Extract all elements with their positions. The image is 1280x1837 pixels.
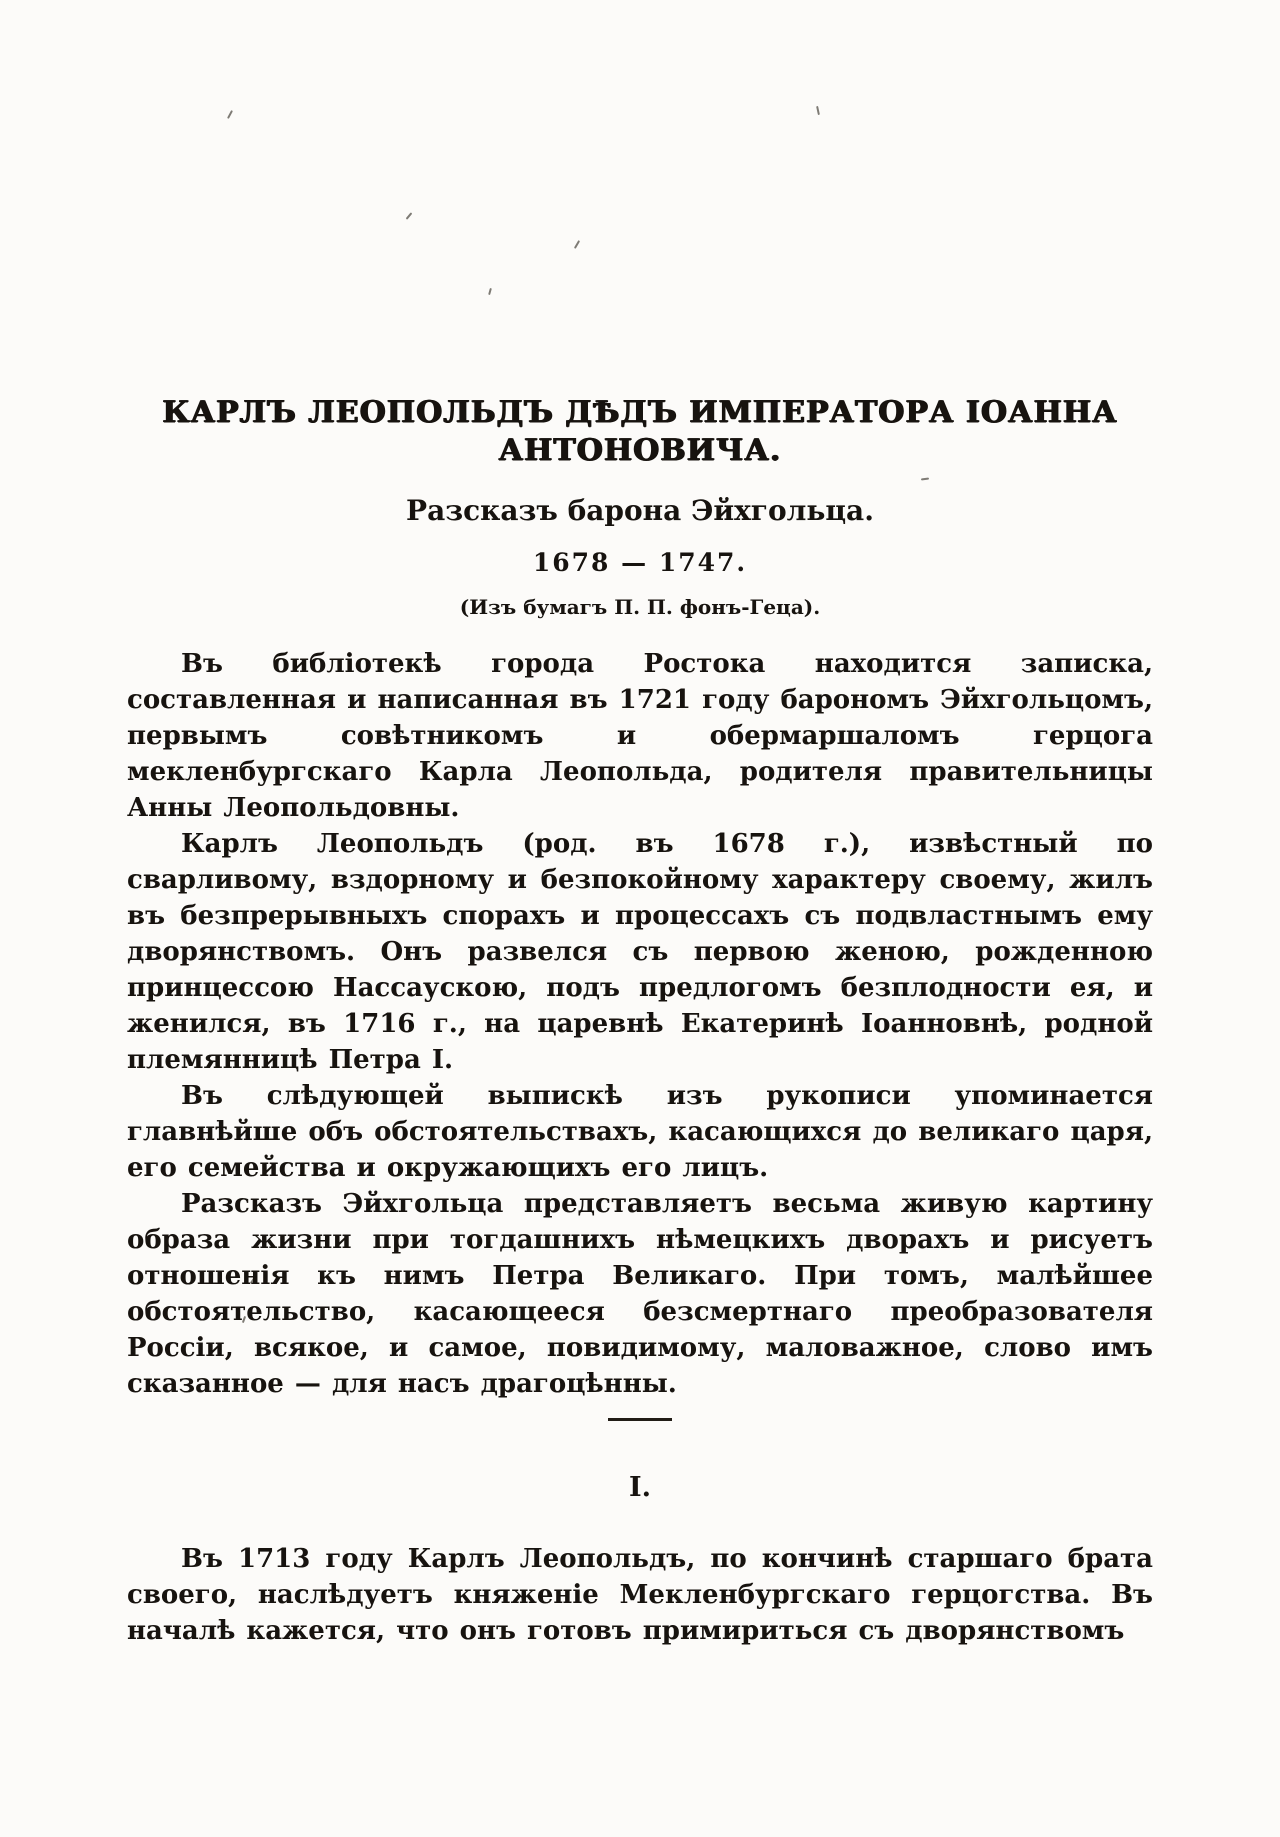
paragraph: Въ слѣдующей выпискѣ изъ рукописи упоминается главнѣйше объ обстоятельствахъ, касающихся до великаго царя, его семейства и окружающихъ его лицъ. xyxy=(127,1081,1153,1183)
date-range: 1678 — 1747. xyxy=(532,548,748,577)
section-one-text xyxy=(127,1541,1153,1649)
paragraph: Въ библіотекѣ города Ростока находится записка, составленная и написанная въ 1721 году барономъ Эйхгольцомъ, первымъ совѣтникомъ и обермаршаломъ герцога мекленбургскаго Карла Леопольда, родителя правительницы Анны Леопольдовны. xyxy=(127,649,1153,823)
source-note: (Изъ бумагъ П. П. фонъ-Геца). xyxy=(459,595,821,619)
section-divider xyxy=(608,1418,672,1421)
paragraph: Въ 1713 году Карлъ Леопольдъ, по кончинѣ старшаго брата своего, наслѣдуетъ княженіе Мекленбургскаго герцогства. Въ началѣ кажется, что онъ готовъ примириться съ дворянствомъ xyxy=(127,1544,1153,1646)
paragraph: Карлъ Леопольдъ (род. въ 1678 г.), извѣстный по сварливому, вздорному и безпокойному характеру своему, жилъ въ безпрерывныхъ спорахъ и процессахъ съ подвластнымъ ему дворянствомъ. Онъ развелся съ первою женою, рожденною принцессою Нассаускою, подъ предлогомъ безплодности ея, и женился, въ 1716 г., на царевнѣ Екатеринѣ Іоанновнѣ, родной племянницѣ Петра I. xyxy=(127,829,1153,1075)
text-column xyxy=(127,0,1153,1649)
section-heading: I. xyxy=(628,1472,652,1503)
subtitle: Разсказъ барона Эйхгольца. xyxy=(406,494,874,527)
introduction-text xyxy=(127,646,1153,1402)
page-title: КАРЛЪ ЛЕОПОЛЬДЪ ДѢДЪ ИМПЕРАТОРА ІОАННА АНТОНОВИЧА. xyxy=(162,395,1118,468)
paragraph: Разсказъ Эйхгольца представляетъ весьма живую картину образа жизни при тогдашнихъ нѣмецкихъ дворахъ и рисуетъ отношенія къ нимъ Петра Великаго. При томъ, малѣйшее обстоятельство, касающееся безсмертнаго преобразователя Россіи, всякое, и самое, повидимому, маловажное, слово имъ сказанное — для насъ драгоцѣнны. xyxy=(127,1189,1153,1399)
